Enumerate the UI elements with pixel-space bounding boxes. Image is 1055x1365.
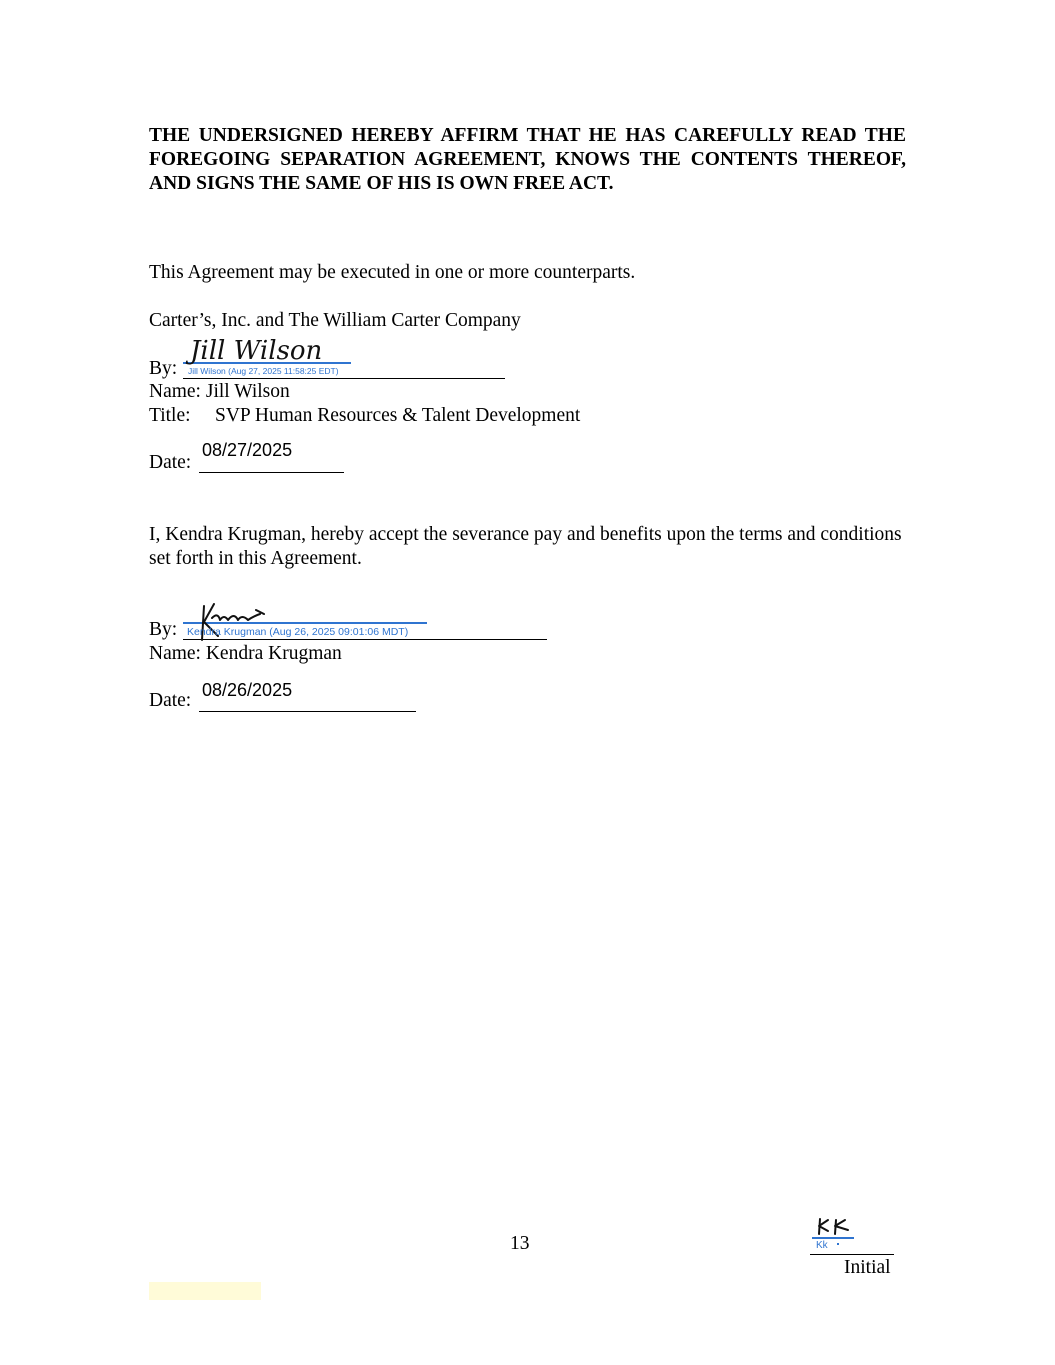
- initials-stamp-dot: [837, 1243, 839, 1245]
- employee-by-label: By:: [149, 619, 178, 640]
- initial-label: Initial: [844, 1257, 891, 1278]
- company-date-label: Date:: [149, 452, 192, 473]
- counterparts-clause: This Agreement may be executed in one or more counterparts.: [149, 262, 636, 283]
- affirmation-paragraph: THE UNDERSIGNED HEREBY AFFIRM THAT HE HAS CAREFULLY READ THE FOREGOING SEPARATION AGREEMENT, KNOWS THE CONTENTS THEREOF, AND SIGNS THE SAME OF HIS IS OWN FREE ACT.: [149, 125, 906, 194]
- highlight-field: [149, 1282, 261, 1300]
- employee-date-line: [199, 711, 416, 712]
- employee-signer-name: Name: Kendra Krugman: [149, 643, 342, 664]
- company-date-value: 08/27/2025: [202, 440, 293, 460]
- acceptance-paragraph: I, Kendra Krugman, hereby accept the severance pay and benefits upon the terms and conditions set forth in this Agreement.: [149, 524, 902, 569]
- company-by-label: By:: [149, 358, 178, 379]
- employee-date-value: 08/26/2025: [202, 680, 293, 700]
- company-signature-line: [183, 378, 505, 379]
- svg-text:Jill Wilson: Jill Wilson: [190, 336, 323, 366]
- initials-signature: [814, 1216, 856, 1238]
- company-signer-name: Name: Jill Wilson: [149, 381, 290, 402]
- jill-wilson-signature: [186, 332, 323, 366]
- employee-signature-stamp: Kendra Krugman (Aug 26, 2025 09:01:06 MDT): [187, 626, 409, 638]
- initials-line: [810, 1254, 894, 1255]
- page-number: 13: [510, 1233, 530, 1254]
- company-title-label: Title:: [149, 405, 191, 426]
- initials-esign-underline: [812, 1237, 854, 1239]
- company-name: Carter’s, Inc. and The William Carter Company: [149, 310, 521, 331]
- company-signature-stamp: Jill Wilson (Aug 27, 2025 11:58:25 EDT): [188, 366, 339, 376]
- company-title-value: SVP Human Resources & Talent Development: [215, 405, 581, 426]
- employee-date-label: Date:: [149, 690, 192, 711]
- initials-stamp: Kk: [816, 1240, 828, 1251]
- company-date-line: [199, 472, 344, 473]
